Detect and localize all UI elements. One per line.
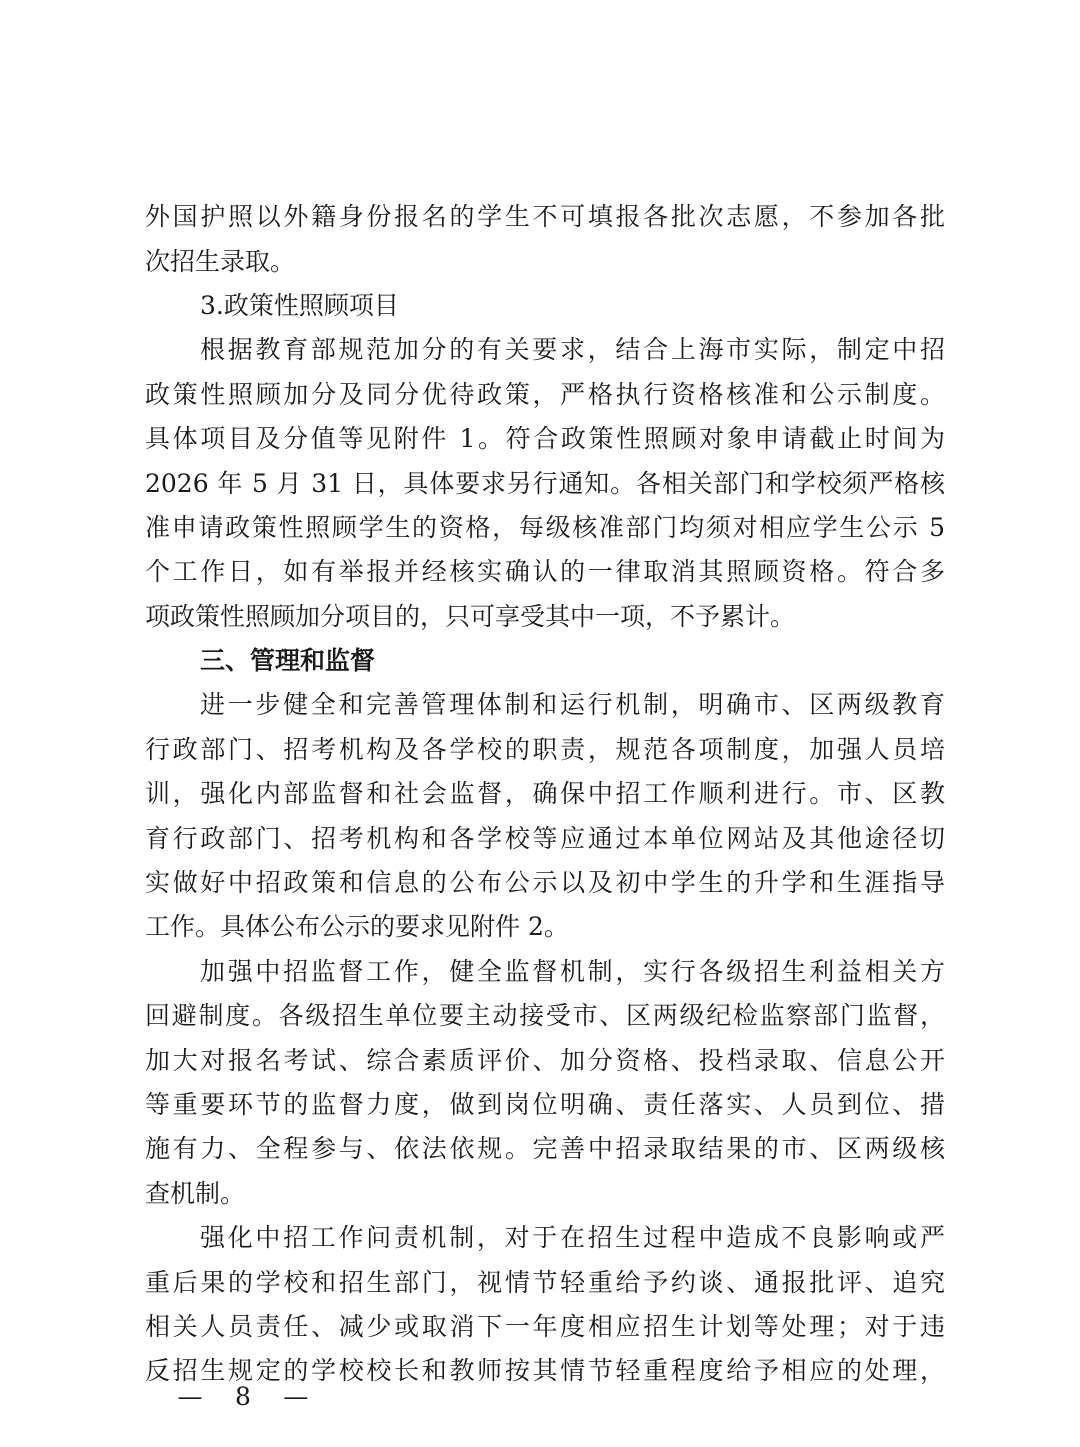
text-line: 次招生录取。 — [145, 247, 296, 276]
text-line: 训，强化内部监督和社会监督，确保中招工作顺利进行。市、区教 — [145, 779, 945, 808]
text-line: 项政策性照顾加分项目的，只可享受其中一项，不予累计。 — [145, 602, 796, 631]
text-line: 2026 年 5 月 31 日，具体要求另行通知。各相关部门和学校须严格核 — [145, 469, 945, 498]
text-line: 根据教育部规范加分的有关要求，结合上海市实际，制定中招 — [200, 335, 945, 364]
text-line: 反招生规定的学校校长和教师按其情节轻重程度给予相应的处理， — [145, 1356, 945, 1385]
text-line: 外国护照以外籍身份报名的学生不可填报各批次志愿，不参加各批 — [145, 202, 945, 231]
footer-dash-left: — — [177, 1382, 203, 1411]
text-line: 准申请政策性照顾学生的资格，每级核准部门均须对相应学生公示 5 — [145, 513, 945, 542]
subsection-title: 3.政策性照顾项目 — [200, 291, 399, 320]
text-line: 政策性照顾加分及同分优待政策，严格执行资格核准和公示制度。 — [145, 380, 945, 409]
text-line: 实做好中招政策和信息的公布公示以及初中学生的升学和生涯指导 — [145, 868, 945, 897]
text-line: 回避制度。各级招生单位要主动接受市、区两级纪检监察部门监督， — [145, 1001, 945, 1030]
text-line: 具体项目及分值等见附件 1。符合政策性照顾对象申请截止时间为 — [145, 424, 945, 453]
text-line: 强化中招工作问责机制，对于在招生过程中造成不良影响或严 — [200, 1223, 945, 1252]
text-line: 行政部门、招考机构及各学校的职责，规范各项制度，加强人员培 — [145, 735, 945, 764]
text-line: 进一步健全和完善管理体制和运行机制，明确市、区两级教育 — [200, 690, 945, 719]
text-line: 加大对报名考试、综合素质评价、加分资格、投档录取、信息公开 — [145, 1046, 945, 1075]
text-line: 施有力、全程参与、依法依规。完善中招录取结果的市、区两级核 — [145, 1134, 945, 1163]
text-line: 相关人员责任、减少或取消下一年度相应招生计划等处理；对于违 — [145, 1312, 945, 1341]
page-footer — [175, 1382, 311, 1412]
footer-dash-right: — — [283, 1382, 309, 1411]
text-line: 个工作日，如有举报并经核实确认的一律取消其照顾资格。符合多 — [145, 557, 945, 586]
text-line: 工作。具体公布公示的要求见附件 2。 — [145, 912, 569, 941]
text-line: 育行政部门、招考机构和各学校等应通过本单位网站及其他途径切 — [145, 824, 945, 853]
text-line: 加强中招监督工作，健全监督机制，实行各级招生利益相关方 — [200, 957, 945, 986]
section-heading: 三、管理和监督 — [200, 646, 376, 675]
text-line: 等重要环节的监督力度，做到岗位明确、责任落实、人员到位、措 — [145, 1090, 945, 1119]
text-line: 查机制。 — [145, 1179, 246, 1208]
text-line: 重后果的学校和招生部门，视情节轻重给予约谈、通报批评、追究 — [145, 1268, 945, 1297]
page-number: 8 — [235, 1382, 251, 1411]
